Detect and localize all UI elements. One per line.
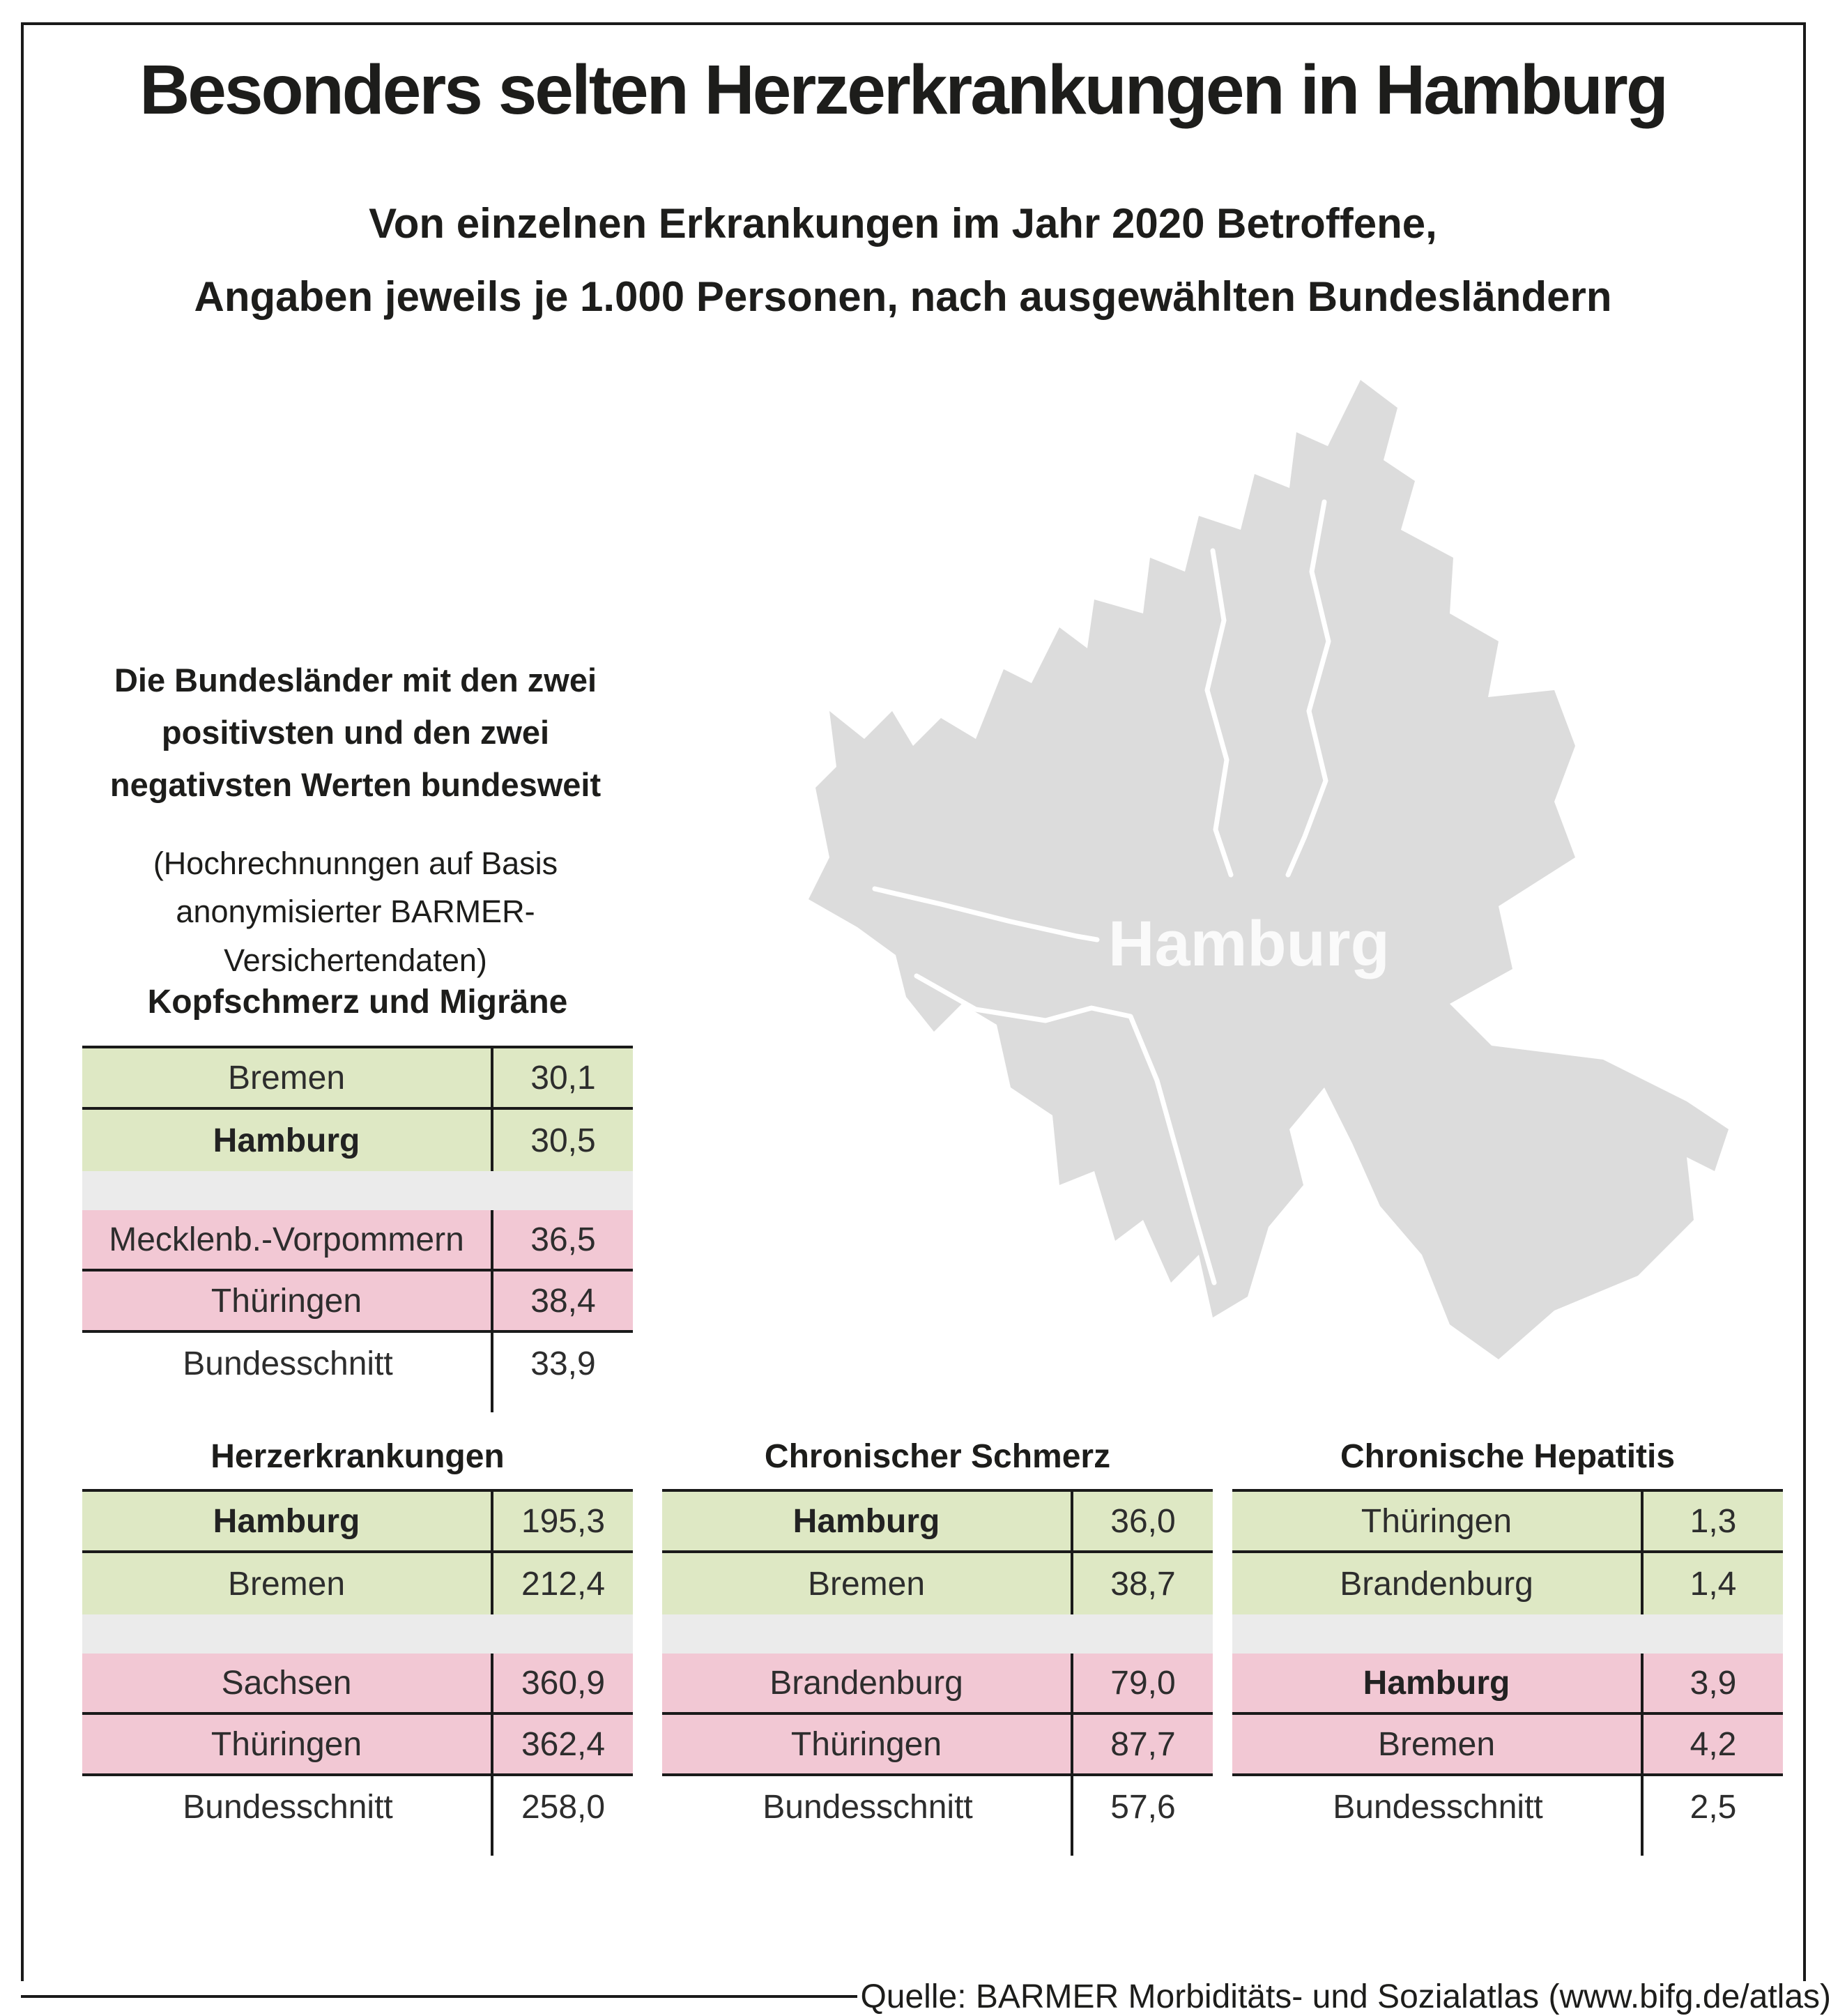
state-name-cell: Hamburg: [662, 1492, 1073, 1550]
table-row: [82, 1553, 633, 1614]
data-table: [82, 1046, 633, 1394]
state-name-cell: Thüringen: [662, 1715, 1073, 1773]
table-row: [82, 1654, 633, 1715]
table-row: [82, 1776, 633, 1838]
note-paren-line: anonymisierter BARMER-: [176, 894, 535, 930]
state-name-cell: Bremen: [82, 1553, 493, 1614]
table-row: [82, 1110, 633, 1171]
table-row: [662, 1654, 1213, 1715]
value-cell: 1,4: [1690, 1565, 1737, 1603]
state-name-cell: Brandenburg: [662, 1654, 1073, 1712]
table-row: [82, 1272, 633, 1333]
value-cell: 87,7: [1110, 1725, 1176, 1763]
state-name-cell: Brandenburg: [1232, 1553, 1644, 1614]
state-name-cell: Bremen: [82, 1048, 493, 1107]
value-cell: 2,5: [1690, 1788, 1737, 1826]
table-row: [1232, 1492, 1783, 1553]
subtitle-line-1: Von einzelnen Erkrankungen im Jahr 2020 Betroffene,: [369, 200, 1437, 247]
table-row: [82, 1492, 633, 1553]
page-subtitle: [0, 187, 1806, 333]
table-title: Chronische Hepatitis: [1340, 1438, 1676, 1475]
value-cell: 33,9: [530, 1345, 596, 1382]
value-cell: 38,4: [530, 1282, 596, 1320]
source-line: [21, 1977, 1831, 2016]
table-chronischer-schmerz: [662, 1436, 1213, 1838]
map-label: Hamburg: [1108, 908, 1390, 979]
table-row: [1232, 1553, 1783, 1614]
state-name-cell: Thüringen: [82, 1715, 493, 1773]
page-title: Besonders selten Herzerkrankungen in Hamburg: [139, 51, 1667, 129]
value-cell: 212,4: [521, 1565, 606, 1603]
state-name-cell: Hamburg: [82, 1110, 493, 1171]
note-paren-line: (Hochrechnunngen auf Basis: [153, 845, 558, 881]
value-cell: 360,9: [521, 1664, 606, 1702]
table-row: [662, 1553, 1213, 1614]
hamburg-map-svg: [767, 376, 1756, 1387]
state-name-cell: Mecklenb.-Vorpommern: [82, 1210, 493, 1269]
state-name-cell: Bremen: [1232, 1715, 1644, 1773]
value-cell: 195,3: [521, 1502, 606, 1540]
value-cell: 30,5: [530, 1122, 596, 1159]
value-cell: 36,0: [1110, 1502, 1176, 1540]
state-name-cell: Bundesschnitt: [183, 1345, 393, 1382]
value-cell: 1,3: [1690, 1502, 1737, 1540]
state-name-cell: Bundesschnitt: [1333, 1788, 1543, 1826]
table-row: [662, 1776, 1213, 1838]
value-cell: 258,0: [521, 1788, 606, 1826]
state-name-cell: Bundesschnitt: [183, 1788, 393, 1826]
state-name-cell: Hamburg: [82, 1492, 493, 1550]
value-cell: 4,2: [1690, 1725, 1737, 1763]
note-bold-line: positivsten und den zwei: [161, 714, 550, 751]
state-name-cell: Sachsen: [82, 1654, 493, 1712]
state-name-cell: Hamburg: [1232, 1654, 1644, 1712]
value-cell: 30,1: [530, 1059, 596, 1097]
table-row: [82, 1333, 633, 1394]
note-bold-line: Die Bundesländer mit den zwei: [114, 662, 597, 698]
state-name-cell: Bundesschnitt: [763, 1788, 973, 1826]
subtitle-line-2: Angaben jeweils je 1.000 Personen, nach ausgewählten Bundesländern: [194, 273, 1612, 320]
table-chronische-hepatitis: [1232, 1436, 1783, 1838]
table-row: [1232, 1776, 1783, 1838]
data-table: [82, 1489, 633, 1838]
state-name-cell: Thüringen: [82, 1272, 493, 1330]
value-cell: 57,6: [1110, 1788, 1176, 1826]
spacer-row: [662, 1614, 1213, 1654]
value-cell: 362,4: [521, 1725, 606, 1763]
spacer-row: [82, 1614, 633, 1654]
source-rule: [21, 1995, 857, 1998]
spacer-row: [82, 1171, 633, 1210]
spacer-row: [1232, 1614, 1783, 1654]
data-table: [1232, 1489, 1783, 1838]
table-title: Kopfschmerz und Migräne: [147, 984, 568, 1021]
table-title: Chronischer Schmerz: [764, 1438, 1111, 1475]
methodology-note: [56, 654, 655, 985]
hamburg-map: [767, 376, 1756, 1387]
table-row: [82, 1210, 633, 1272]
value-cell: 36,5: [530, 1221, 596, 1258]
source-text: Quelle: BARMER Morbiditäts- und Sozialatlas (www.bifg.de/atlas): [860, 1978, 1831, 2015]
data-table: [662, 1489, 1213, 1838]
hamburg-outline: [809, 380, 1729, 1359]
note-paren-line: Versichertendaten): [224, 942, 487, 979]
note-bold-line: negativsten Werten bundesweit: [109, 766, 602, 804]
value-cell: 79,0: [1110, 1664, 1176, 1702]
table-row: [82, 1715, 633, 1776]
table-herzerkrankungen: [82, 1436, 633, 1838]
table-row: [1232, 1654, 1783, 1715]
state-name-cell: Thüringen: [1232, 1492, 1644, 1550]
value-cell: 38,7: [1110, 1565, 1176, 1603]
table-title: Herzerkrankungen: [210, 1438, 505, 1475]
table-kopfschmerz: [82, 982, 633, 1394]
table-row: [662, 1715, 1213, 1776]
table-row: [82, 1048, 633, 1110]
table-row: [1232, 1715, 1783, 1776]
value-cell: 3,9: [1690, 1664, 1737, 1702]
table-row: [662, 1492, 1213, 1553]
state-name-cell: Bremen: [662, 1553, 1073, 1614]
